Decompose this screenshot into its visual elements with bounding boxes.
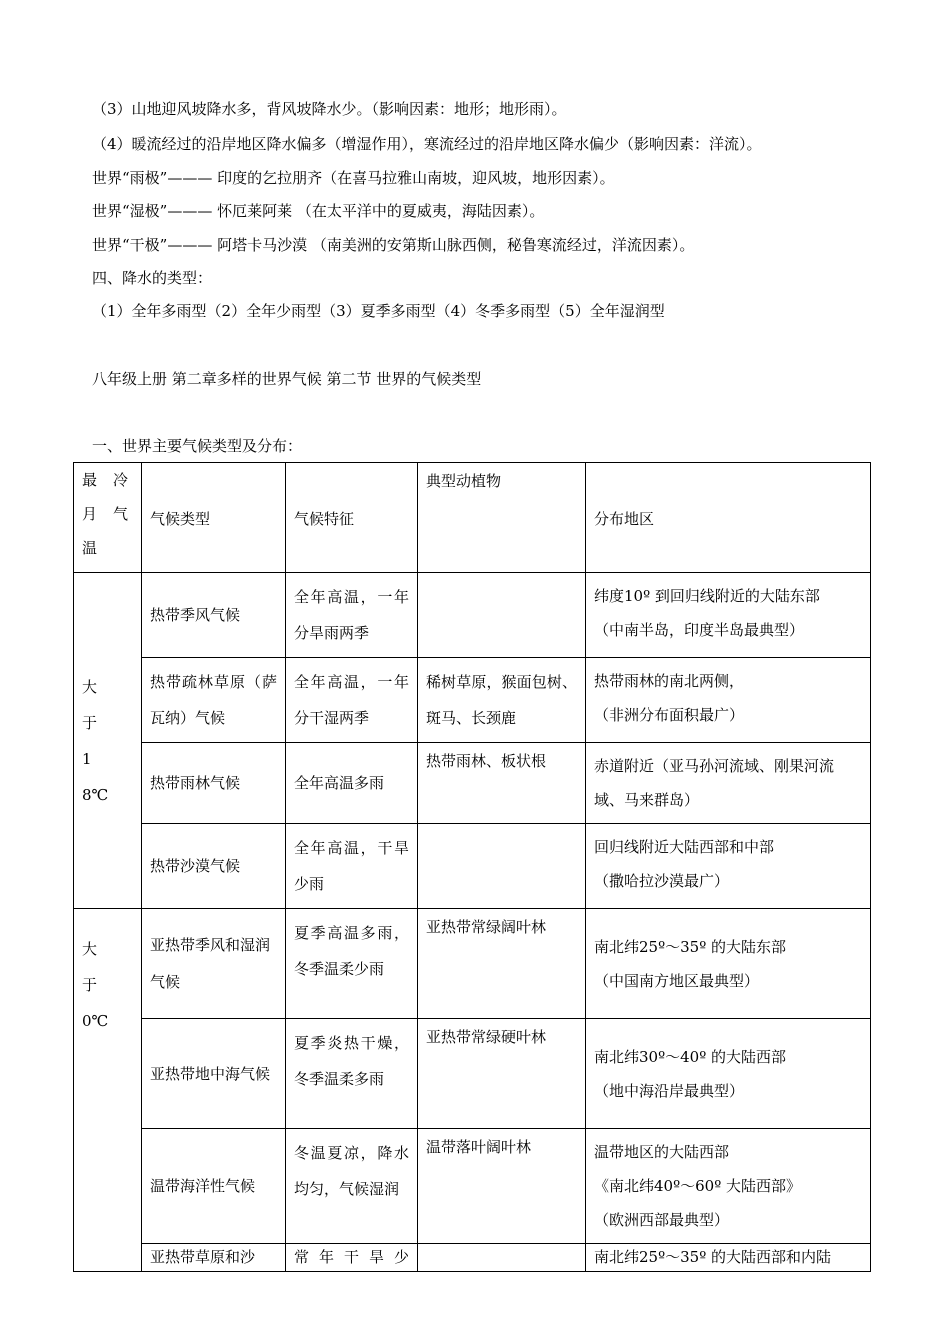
climate-region — [586, 909, 871, 1019]
header-feature: 气候特征 — [286, 463, 418, 573]
region-line: 回归线附近大陆西部和中部 — [594, 838, 775, 856]
climate-feature: 全年高温，一年分旱雨两季 — [286, 573, 418, 658]
climate-type: 温带海洋性气候 — [142, 1129, 286, 1244]
climate-biota: 亚热带常绿阔叶林 — [418, 909, 586, 1019]
temp-group-1 — [74, 573, 142, 909]
climate-type: 热带季风气候 — [142, 573, 286, 658]
temp-group-2 — [74, 909, 142, 1272]
table-row — [74, 1129, 871, 1244]
climate-region — [586, 1129, 871, 1244]
table-row — [74, 573, 871, 658]
header-temp-text: 最冷月气温 — [82, 471, 132, 557]
intro-line-1: （3）山地迎风坡降水多，背风坡降水少。（影响因素：地形；地形雨）。 — [92, 100, 567, 118]
climate-region — [586, 573, 871, 658]
region-line: 《南北纬40º～60º 大陆西部》 — [594, 1177, 802, 1195]
temp-group-1-text: 大于18℃ — [82, 677, 109, 804]
region-line: 南北纬30º～40º 的大陆西部 — [594, 1047, 787, 1066]
climate-feature: 全年高温多雨 — [286, 743, 418, 824]
chapter-title: 八年级上册 第二章多样的世界气候 第二节 世界的气候类型 — [92, 370, 482, 388]
climate-biota — [418, 573, 586, 658]
intro-line-2: （4）暖流经过的沿岸地区降水偏多（增湿作用），寒流经过的沿岸地区降水偏少（影响因素：洋流）。 — [92, 135, 762, 153]
climate-table — [73, 462, 871, 1272]
header-biota: 典型动植物 — [418, 463, 586, 573]
climate-region — [586, 824, 871, 909]
climate-type: 亚热带季风和湿润气候 — [142, 909, 286, 1019]
intro-line-7: （1）全年多雨型（2）全年少雨型（3）夏季多雨型（4）冬季多雨型（5）全年湿润型 — [92, 302, 665, 320]
region-line: （中国南方地区最典型） — [594, 971, 760, 990]
climate-biota: 热带雨林、板状根 — [418, 743, 586, 824]
climate-feature: 常年干旱少 — [286, 1244, 418, 1272]
section-title: 一、世界主要气候类型及分布： — [92, 437, 303, 455]
region-line: （中南半岛，印度半岛最典型） — [594, 621, 805, 639]
climate-region — [586, 743, 871, 824]
header-temp — [74, 463, 142, 573]
table-row — [74, 824, 871, 909]
header-type: 气候类型 — [142, 463, 286, 573]
table-row — [74, 658, 871, 743]
climate-feature: 冬温夏凉，降水均匀，气候湿润 — [286, 1129, 418, 1244]
region-line: （非洲分布面积最广） — [594, 706, 745, 724]
climate-biota — [418, 1244, 586, 1272]
table-header-row — [74, 463, 871, 573]
header-region: 分布地区 — [586, 463, 871, 573]
table-row — [74, 1019, 871, 1129]
region-line: 纬度10º 到回归线附近的大陆东部 — [594, 587, 820, 605]
table-row — [74, 1244, 871, 1272]
region-line: 热带雨林的南北两侧， — [594, 672, 745, 690]
climate-region — [586, 1019, 871, 1129]
intro-line-6: 四、降水的类型： — [92, 269, 213, 287]
climate-type: 亚热带地中海气候 — [142, 1019, 286, 1129]
region-line: 南北纬25º～35º 的大陆西部和内陆 — [594, 1248, 832, 1266]
climate-biota: 稀树草原，猴面包树、斑马、长颈鹿 — [418, 658, 586, 743]
climate-biota: 温带落叶阔叶林 — [418, 1129, 586, 1244]
climate-region — [586, 1244, 871, 1272]
region-line: （撒哈拉沙漠最广） — [594, 872, 730, 890]
region-line: 赤道附近（亚马孙河流域、刚果河流域、马来群岛） — [594, 757, 835, 809]
climate-biota — [418, 824, 586, 909]
climate-type: 热带雨林气候 — [142, 743, 286, 824]
intro-line-3: 世界“雨极”——— 印度的乞拉朋齐（在喜马拉雅山南坡，迎风坡，地形因素）。 — [92, 169, 615, 187]
region-line: 温带地区的大陆西部 — [594, 1143, 730, 1161]
region-line: 南北纬25º～35º 的大陆东部 — [594, 937, 787, 956]
climate-feature: 全年高温，一年分干湿两季 — [286, 658, 418, 743]
region-line: （地中海沿岸最典型） — [594, 1081, 745, 1100]
climate-feature: 全年高温，干旱少雨 — [286, 824, 418, 909]
climate-type: 亚热带草原和沙 — [142, 1244, 286, 1272]
table-row — [74, 743, 871, 824]
climate-type: 热带沙漠气候 — [142, 824, 286, 909]
climate-biota: 亚热带常绿硬叶林 — [418, 1019, 586, 1129]
climate-type: 热带疏林草原（萨瓦纳）气候 — [142, 658, 286, 743]
climate-region — [586, 658, 871, 743]
intro-line-5: 世界“干极”——— 阿塔卡马沙漠 （南美洲的安第斯山脉西侧，秘鲁寒流经过，洋流因素）。 — [92, 236, 695, 254]
temp-group-2-text: 大于0℃ — [82, 940, 109, 1030]
climate-feature: 夏季炎热干燥，冬季温柔多雨 — [286, 1019, 418, 1129]
table-row — [74, 909, 871, 1019]
intro-line-4: 世界“湿极”——— 怀厄莱阿莱 （在太平洋中的夏威夷，海陆因素）。 — [92, 202, 545, 220]
climate-feature: 夏季高温多雨，冬季温柔少雨 — [286, 909, 418, 1019]
region-line: （欧洲西部最典型） — [594, 1211, 730, 1229]
